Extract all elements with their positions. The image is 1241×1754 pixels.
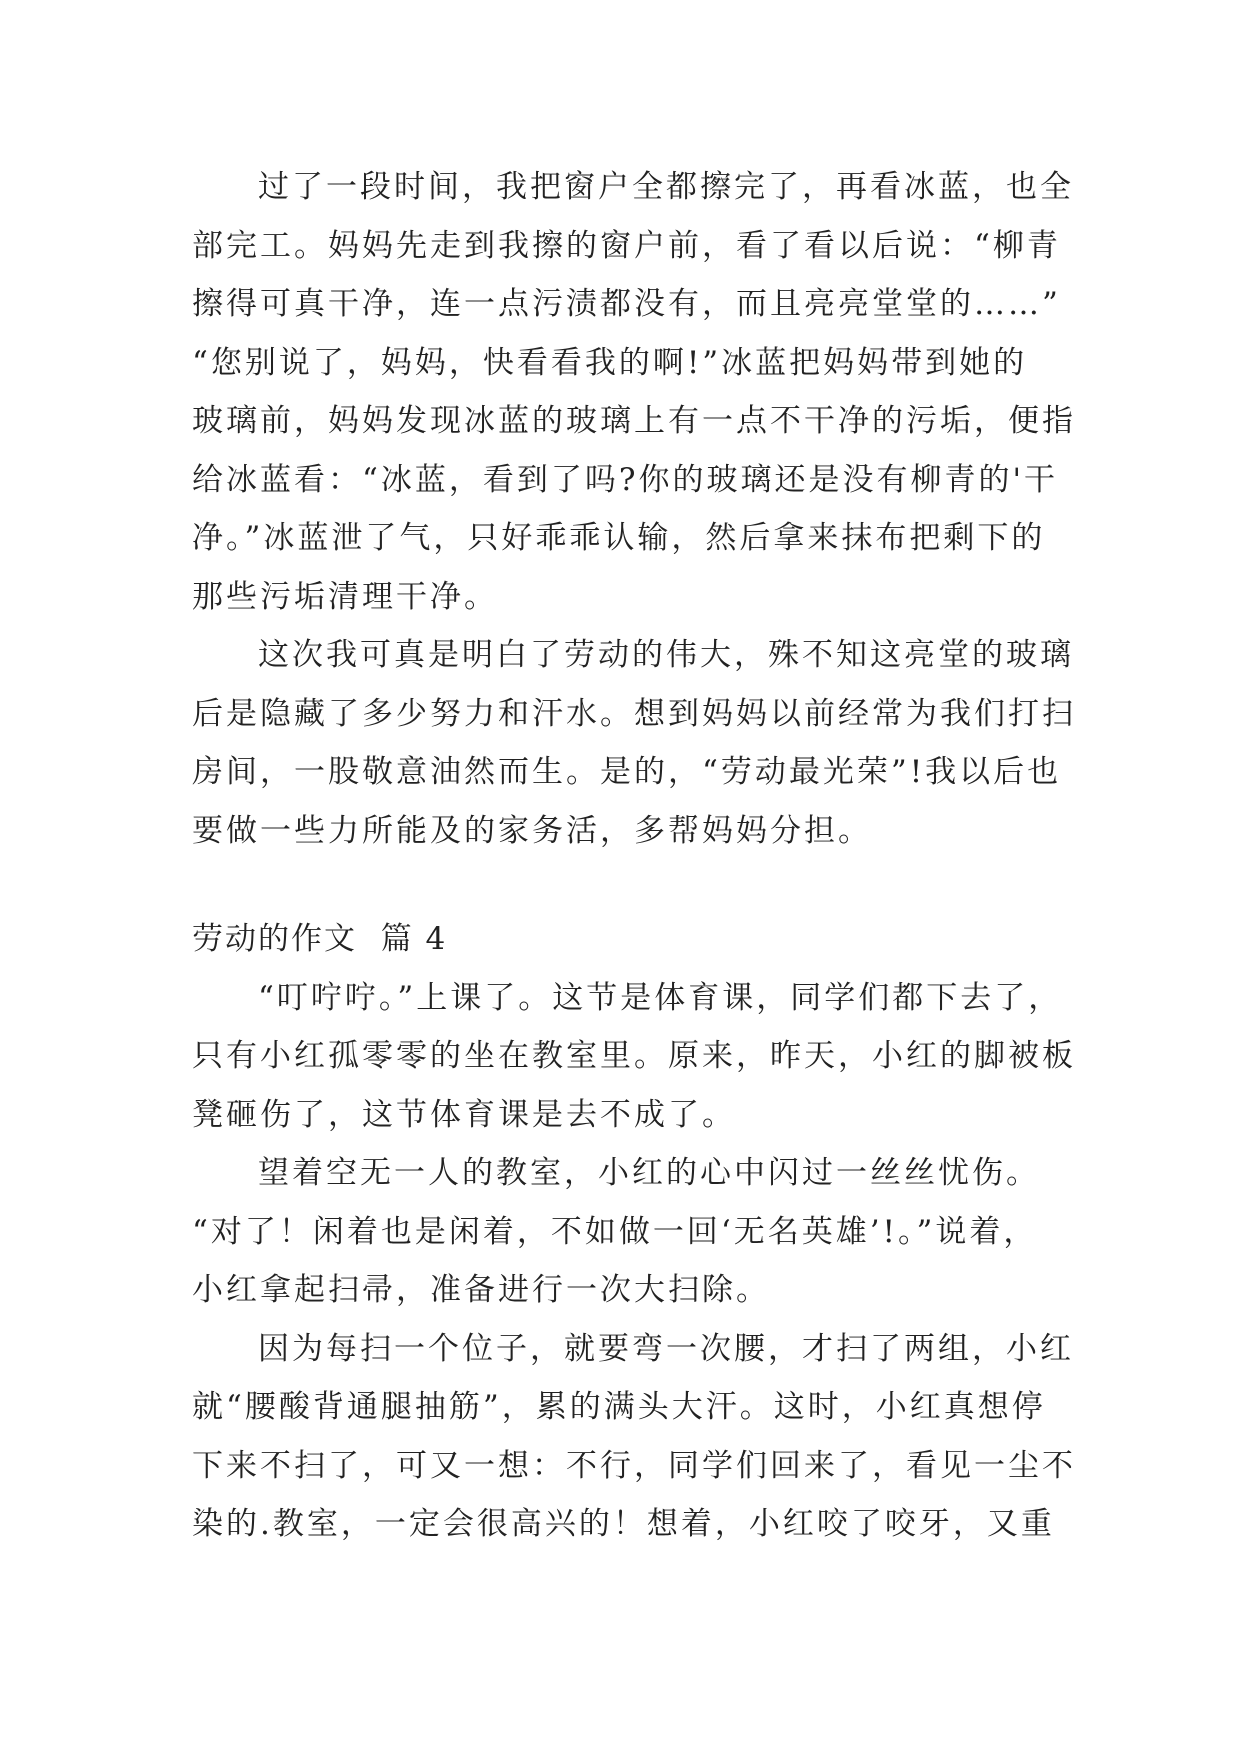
paragraph-5 xyxy=(192,1320,1076,1554)
text-line: 部完工。妈妈先走到我擦的窗户前，看了看以后说：“柳青 xyxy=(192,227,1061,264)
text-line: 望着空无一人的教室，小红的心中闪过一丝丝忧伤。 xyxy=(258,1155,1040,1191)
text-line: 过了一段时间，我把窗户全都擦完了，再看冰蓝，也全 xyxy=(258,169,1074,205)
paragraph-1 xyxy=(192,158,1076,626)
text-line: 染的.教室，一定会很高兴的！想着，小红咬了咬牙，又重 xyxy=(192,1506,1055,1542)
text-line: 就“腰酸背通腿抽筋”，累的满头大汗。这时，小红真想停 xyxy=(192,1389,1046,1425)
text-line: 这次我可真是明白了劳动的伟大，殊不知这亮堂的玻璃 xyxy=(258,637,1074,673)
text-line: 擦得可真干净，连一点污渍都没有，而且亮亮堂堂的……” xyxy=(192,286,1061,322)
document-page xyxy=(192,158,1076,1554)
text-line: 那些污垢清理干净。 xyxy=(192,578,498,615)
text-line: 要做一些力所能及的家务活，多帮妈妈分担。 xyxy=(192,812,872,849)
text-line: 给冰蓝看：“冰蓝，看到了吗?你的玻璃还是没有柳青的'干 xyxy=(192,461,1058,498)
text-line: 玻璃前，妈妈发现冰蓝的玻璃上有一点不干净的污垢，便指 xyxy=(192,403,1076,439)
text-line: “您别说了，妈妈，快看看我的啊!”冰蓝把妈妈带到她的 xyxy=(192,344,1028,381)
paragraph-3 xyxy=(192,969,1076,1145)
paragraph-2 xyxy=(192,626,1076,860)
text-line: 下来不扫了，可又一想：不行，同学们回来了，看见一尘不 xyxy=(192,1447,1076,1484)
text-line: 房间，一股敬意油然而生。是的，“劳动最光荣”!我以后也 xyxy=(192,754,1062,790)
text-line: 净。”冰蓝泄了气，只好乖乖认输，然后拿来抹布把剩下的 xyxy=(192,520,1046,556)
text-line: 后是隐藏了多少努力和汗水。想到妈妈以前经常为我们打扫 xyxy=(192,695,1076,732)
text-line: 因为每扫一个位子，就要弯一次腰，才扫了两组，小红 xyxy=(258,1330,1074,1367)
text-line: “叮咛咛。”上课了。这节是体育课，同学们都下去了， xyxy=(258,979,1063,1016)
section-title: 劳动的作文 篇 4 xyxy=(192,921,448,957)
text-line: “对了！闲着也是闲着，不如做一回‘无名英雄’!。”说着， xyxy=(192,1213,1038,1250)
text-line: 小红拿起扫帚，准备进行一次大扫除。 xyxy=(192,1272,770,1308)
text-line: 凳砸伤了，这节体育课是去不成了。 xyxy=(192,1096,736,1133)
text-line: 只有小红孤零零的坐在教室里。原来，昨天，小红的脚被板 xyxy=(192,1038,1076,1074)
paragraph-4 xyxy=(192,1144,1072,1320)
